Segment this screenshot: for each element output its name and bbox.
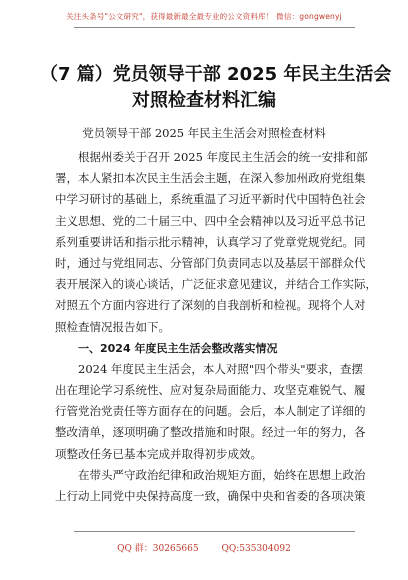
footer-divider (74, 531, 355, 532)
header-promo-note: 关注头条号"公文研究"，获得最新最全最专业的公文资料库！ 微信：gongwenyj (66, 12, 342, 21)
body-line: 照检查情况报告如下。 (55, 319, 170, 334)
footer-contact (0, 541, 408, 554)
body-line: 上行动上同党中央保持高度一致，确保中央和省委的各项决策 (55, 489, 366, 503)
body-line: 中学习研讨的基础上，系统重温了习近平新时代中国特色社会 (55, 192, 366, 207)
document-body (55, 147, 377, 507)
body-line: 行管党治党责任等方面存在的问题。会后，本人制定了详细的 (55, 404, 366, 419)
title-line-2: 对照检查材料汇编 (132, 90, 276, 111)
title-line-1: （7 篇）党员领导干部 2025 年民主生活会 (40, 64, 392, 85)
body-line: 项整改任务已基本完成并取得初步成效。 (55, 446, 262, 461)
body-line: 在带头严守政治纪律和政治规矩方面，始终在思想上政治 (78, 467, 366, 482)
body-line: 署，本人紧扣本次民主生活会主题，在深入参加州政府党组集 (55, 171, 366, 186)
body-line: 主义思想、党的二十届三中、四中全会精神以及习近平总书记 (55, 213, 366, 228)
body-line: 时，通过与党组同志、分管部门负责同志以及基层干部群众代 (55, 255, 366, 270)
body-line: 2024 年度民主生活会，本人对照"四个带头"要求，查摆 (78, 361, 363, 376)
footer-qq-group: QQ 群：30265665 (117, 544, 199, 554)
footer-qq-number: QQ:535304092 (221, 544, 291, 554)
body-line: 出在理论学习系统性、应对复杂局面能力、攻坚克难锐气、履 (55, 383, 366, 398)
document-title (40, 62, 392, 114)
body-line: 根据州委关于召开 2025 年度民主生活会的统一安排和部 (78, 150, 368, 164)
header-divider (74, 27, 355, 28)
body-line: 对照五个方面内容进行了深刻的自我剖析和检视。现将个人对 (55, 298, 366, 313)
section-heading: 一、2024 年度民主生活会整改落实情况 (78, 341, 278, 355)
body-line: 系列重要讲话和指示批示精神，认真学习了党章党规党纪。同 (55, 234, 366, 249)
body-line: 整改清单，逐项明确了整改措施和时限。经过一年的努力，各 (55, 425, 366, 440)
body-line: 表开展深入的谈心谈话，广泛征求意见建议，并结合工作实际， (55, 277, 377, 292)
document-subtitle: 党员领导干部 2025 年民主生活会对照检查材料 (82, 126, 326, 140)
